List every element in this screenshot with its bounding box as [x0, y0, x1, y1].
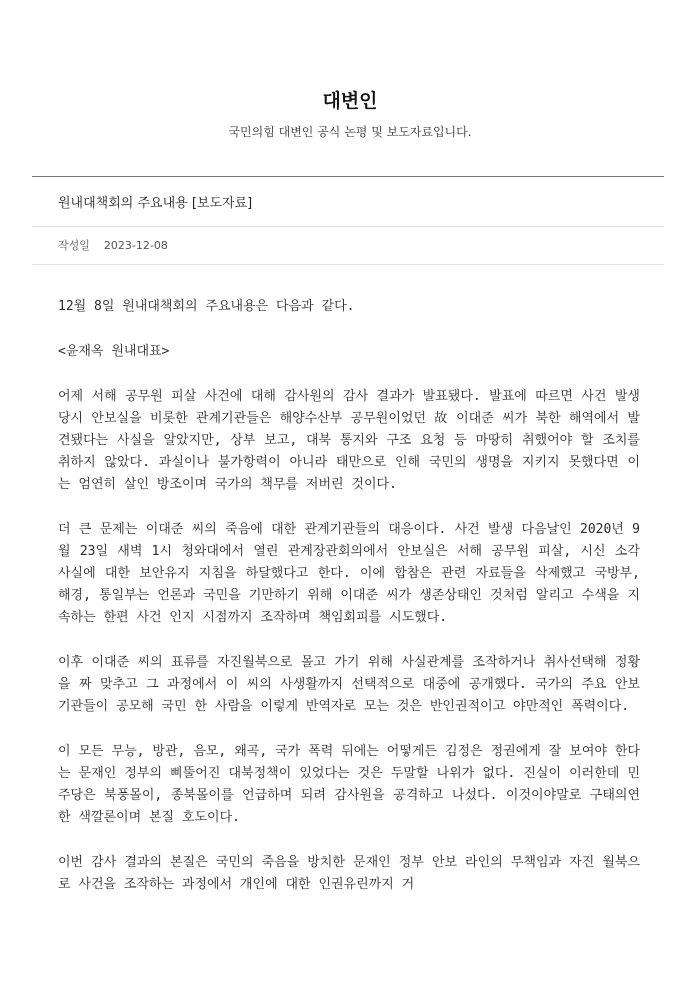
article-body: [58, 296, 640, 919]
site-subtitle: 국민의힘 대변인 공식 논평 및 보도자료입니다.: [228, 125, 472, 139]
article-paragraph: 이후 이대준 씨의 표류를 자진월북으로 몰고 가기 위해 사실관계를 조작하거나 취사선택해 정황을 짜 맞추고 그 과정에서 이 씨의 사생활까지 선택적으로 대중에 공개했다. 국가의 주요 안보 기관들이 공모해 국민 한 사람을 이렇게 반역자로 모는 것은 반인권적이고 야만적인 폭력이다.: [58, 655, 640, 714]
header-divider: [32, 176, 664, 177]
article-paragraph: 어제 서해 공무원 피살 사건에 대해 감사원의 감사 결과가 발표됐다. 발표에 따르면 사건 발생 당시 안보실을 비롯한 관계기관들은 해양수산부 공무원이었던 故 이대준 씨가 북한 해역에서 발견됐다는 사실을 알았지만, 상부 보고, 대북 통지와 구조 요청 등 마땅히 취했어야 할 조치를 취하지 않았다. 과실이나 불가항력이 아니라 태만으로 인해 국민의 생명을 지키지 못했다면 이는 엄연히 살인 방조이며 국가의 책무를 저버린 것이다.: [58, 389, 640, 492]
article-intro: 12월 8일 원내대책회의 주요내용은 다음과 같다.: [58, 299, 355, 314]
article-paragraph: 더 큰 문제는 이대준 씨의 죽음에 대한 관계기관들의 대응이다. 사건 발생 다음날인 2020년 9월 23일 새벽 1시 청와대에서 열린 관계장관회의에서 안보실은 서해 공무원 피살, 시신 소각 사실에 대한 보안유지 지침을 하달했다고 한다. 이에 합참은 관련 자료들을 삭제했고 국방부, 해경, 통일부는 언론과 국민을 기만하기 위해 이대준 씨가 생존상태인 것처럼 알리고 수색을 지속하는 한편 사건 인지 시점까지 조작하며 책임회피를 시도했다.: [58, 522, 640, 625]
article-paragraph: 이번 감사 결과의 본질은 국민의 죽음을 방치한 문재인 정부 안보 라인의 무책임과 자진 월북으로 사건을 조작하는 과정에서 개인에 대한 인권유린까지 거: [58, 855, 640, 892]
title-divider: [32, 226, 664, 227]
meta-divider: [32, 264, 664, 265]
post-meta: [58, 237, 168, 253]
site-title[interactable]: 대변인: [322, 90, 378, 112]
post-date: 2023-12-08: [103, 239, 168, 252]
post-title: 원내대책회의 주요내용 [보도자료]: [58, 196, 253, 211]
article-paragraph: 이 모든 무능, 방관, 음모, 왜곡, 국가 폭력 뒤에는 어떻게든 김정은 정권에게 잘 보여야 한다는 문재인 정부의 삐뚤어진 대북정책이 있었다는 것은 두말할 나위가 없다. 진실이 이러한데 민주당은 북풍몰이, 종북몰이를 언급하며 되려 감사원을 공격하고 나섰다. 이것이야말로 구태의연한 색깔론이며 본질 호도이다.: [58, 744, 640, 825]
speaker-heading: <윤재옥 원내대표>: [58, 344, 170, 359]
date-label: 작성일: [58, 239, 90, 252]
